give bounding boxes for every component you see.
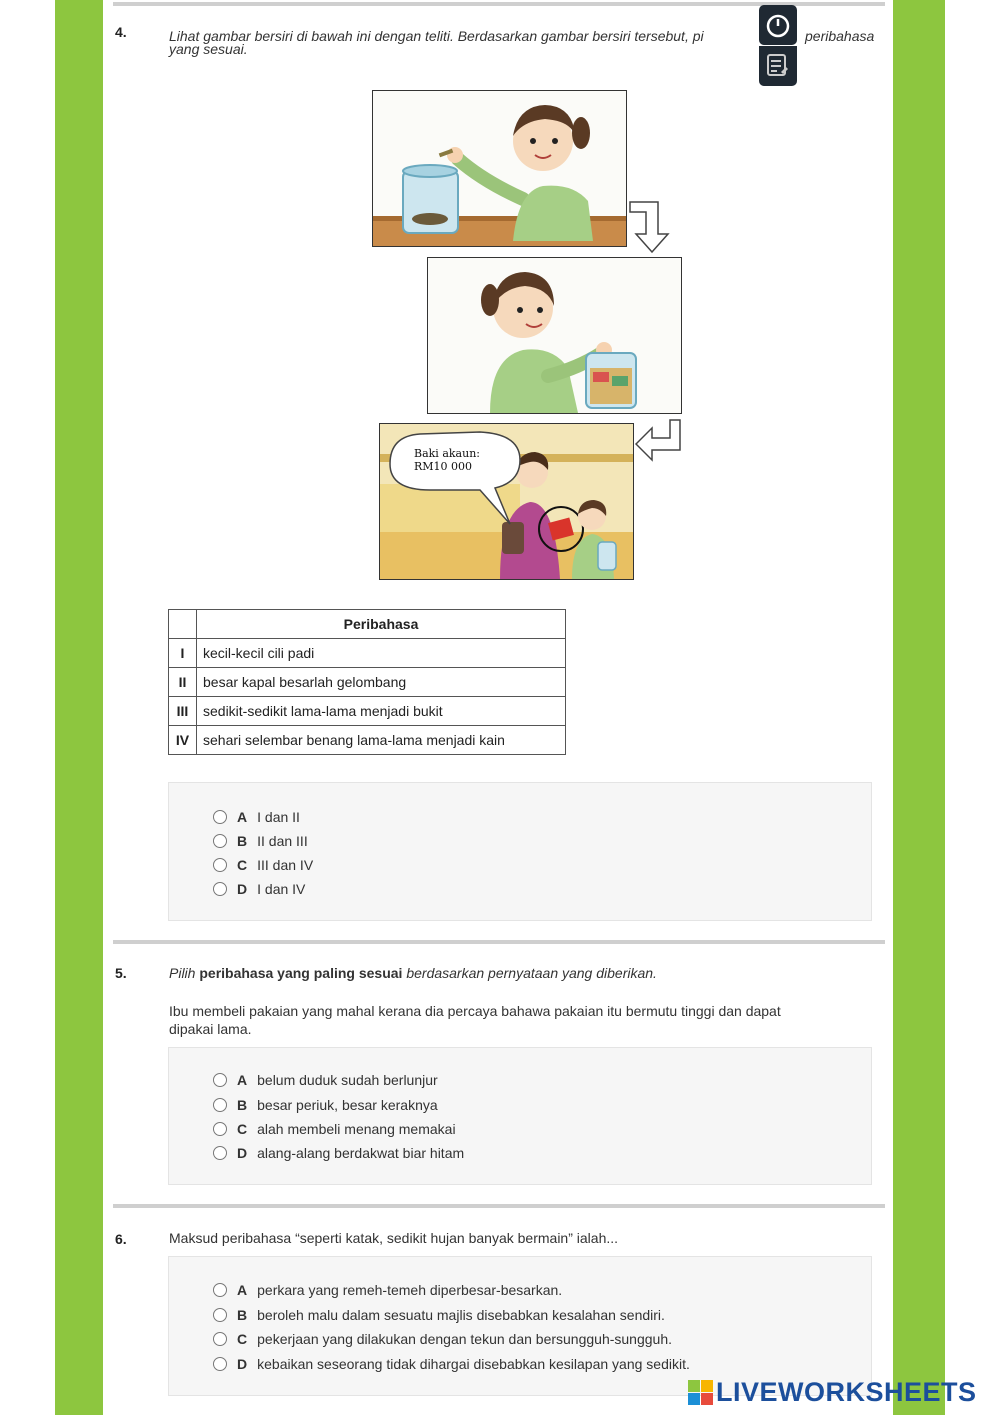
question-text-rest: berdasarkan pernyataan yang diberikan. (406, 965, 657, 981)
radio-button[interactable] (213, 858, 227, 872)
option-text: belum duduk sudah berlunjur (257, 1072, 438, 1088)
logo-grid-icon (688, 1380, 713, 1405)
girl-full-jar-illustration (428, 258, 681, 413)
table-header-blank (169, 610, 197, 639)
option-letter: C (237, 857, 248, 873)
liveworksheets-logo (688, 1376, 977, 1408)
notes-button[interactable] (759, 46, 797, 86)
table-row (169, 726, 566, 755)
radio-button[interactable] (213, 810, 227, 824)
q5-option-c[interactable] (213, 1119, 456, 1139)
option-text: alah membeli menang memakai (257, 1121, 456, 1137)
option-letter: D (237, 1356, 248, 1372)
table-row-text: kecil-kecil cili padi (197, 639, 566, 668)
arrow-down-icon (628, 198, 676, 256)
q5-option-b[interactable] (213, 1095, 438, 1115)
radio-button[interactable] (213, 1308, 227, 1322)
statement-line1: Ibu membeli pakaian yang mahal kerana dia percaya bahawa pakaian itu bermutu tinggi dan dapat (169, 1003, 781, 1019)
divider (113, 940, 885, 944)
speech-bubble-line1: Baki akaun: (414, 447, 480, 460)
comic-panel-3 (379, 423, 634, 580)
option-text: beroleh malu dalam sesuatu majlis disebabkan kesalahan sendiri. (257, 1307, 665, 1323)
radio-button[interactable] (213, 1073, 227, 1087)
question-text (169, 965, 657, 982)
option-letter: C (237, 1121, 248, 1137)
q4-options-box (168, 782, 872, 921)
table-row (169, 697, 566, 726)
left-green-frame (0, 0, 103, 1415)
divider (113, 1204, 885, 1208)
q5-option-d[interactable] (213, 1143, 464, 1163)
notes-icon (759, 46, 797, 86)
girl-saving-coin-illustration (373, 91, 626, 246)
question-text: Maksud peribahasa “seperti katak, sedikit hujan banyak bermain” ialah... (169, 1230, 619, 1246)
option-letter: B (237, 1097, 248, 1113)
option-text: III dan IV (257, 857, 314, 873)
table-row-number: II (169, 668, 197, 697)
radio-button[interactable] (213, 882, 227, 896)
q6-option-c[interactable] (213, 1329, 672, 1349)
option-letter: D (237, 1145, 248, 1161)
option-letter: C (237, 1331, 248, 1347)
option-text: alang-alang berdakwat biar hitam (257, 1145, 465, 1161)
timer-icon (759, 5, 797, 45)
radio-button[interactable] (213, 834, 227, 848)
question-text-intro: Pilih (169, 965, 196, 981)
option-text: I dan IV (257, 881, 306, 897)
q4-option-a[interactable] (213, 807, 300, 827)
comic-panel-2 (427, 257, 682, 414)
q6-option-a[interactable] (213, 1280, 562, 1300)
q6-option-d[interactable] (213, 1354, 690, 1374)
question-number: 4. (115, 24, 127, 40)
option-text: pekerjaan yang dilakukan dengan tekun dan bersungguh-sungguh. (257, 1331, 673, 1347)
question-text-line1-end: peribahasa (805, 28, 875, 44)
radio-button[interactable] (213, 1283, 227, 1297)
table-header: Peribahasa (197, 610, 566, 639)
table-row-text: sehari selembar benang lama-lama menjadi kain (197, 726, 566, 755)
option-letter: A (237, 1282, 248, 1298)
table-row-number: IV (169, 726, 197, 755)
comic-panel-1 (372, 90, 627, 247)
q6-options-box (168, 1256, 872, 1396)
radio-button[interactable] (213, 1098, 227, 1112)
option-letter: A (237, 1072, 248, 1088)
option-text: II dan III (257, 833, 308, 849)
right-green-frame (893, 0, 945, 1415)
q6-option-b[interactable] (213, 1305, 665, 1325)
question-number: 5. (115, 965, 127, 981)
question-text-line1: Lihat gambar bersiri di bawah ini dengan teliti. Berdasarkan gambar bersiri tersebut, pi (169, 28, 704, 44)
question-text-bold: peribahasa yang paling sesuai (199, 965, 403, 981)
option-text: perkara yang remeh-temeh diperbesar-besarkan. (257, 1282, 563, 1298)
q5-option-a[interactable] (213, 1070, 438, 1090)
option-letter: D (237, 881, 248, 897)
statement-line2: dipakai lama. (169, 1021, 252, 1037)
option-text: besar periuk, besar keraknya (257, 1097, 438, 1113)
q4-option-c[interactable] (213, 855, 313, 875)
table-header-row (169, 610, 566, 639)
table-row-text: sedikit-sedikit lama-lama menjadi bukit (197, 697, 566, 726)
table-row (169, 668, 566, 697)
speech-bubble-text (414, 447, 480, 473)
option-letter: A (237, 809, 248, 825)
radio-button[interactable] (213, 1146, 227, 1160)
option-letter: B (237, 1307, 248, 1323)
peribahasa-table (168, 609, 566, 755)
arrow-left-icon (634, 418, 684, 464)
question-text-line2: yang sesuai. (169, 41, 248, 57)
table-row-number: I (169, 639, 197, 668)
radio-button[interactable] (213, 1357, 227, 1371)
q4-option-b[interactable] (213, 831, 308, 851)
radio-button[interactable] (213, 1122, 227, 1136)
question-number: 6. (115, 1231, 127, 1247)
radio-button[interactable] (213, 1332, 227, 1346)
timer-button[interactable] (759, 5, 797, 45)
option-letter: B (237, 833, 248, 849)
option-text: kebaikan seseorang tidak dihargai disebabkan kesilapan yang sedikit. (257, 1356, 690, 1372)
logo-text: LIVEWORKSHEETS (716, 1376, 977, 1407)
q4-option-d[interactable] (213, 879, 305, 899)
table-row (169, 639, 566, 668)
table-row-number: III (169, 697, 197, 726)
table-row-text: besar kapal besarlah gelombang (197, 668, 566, 697)
left-margin (0, 0, 55, 1415)
option-text: I dan II (257, 809, 300, 825)
q5-options-box (168, 1047, 872, 1185)
speech-bubble-line2: RM10 000 (414, 460, 473, 473)
